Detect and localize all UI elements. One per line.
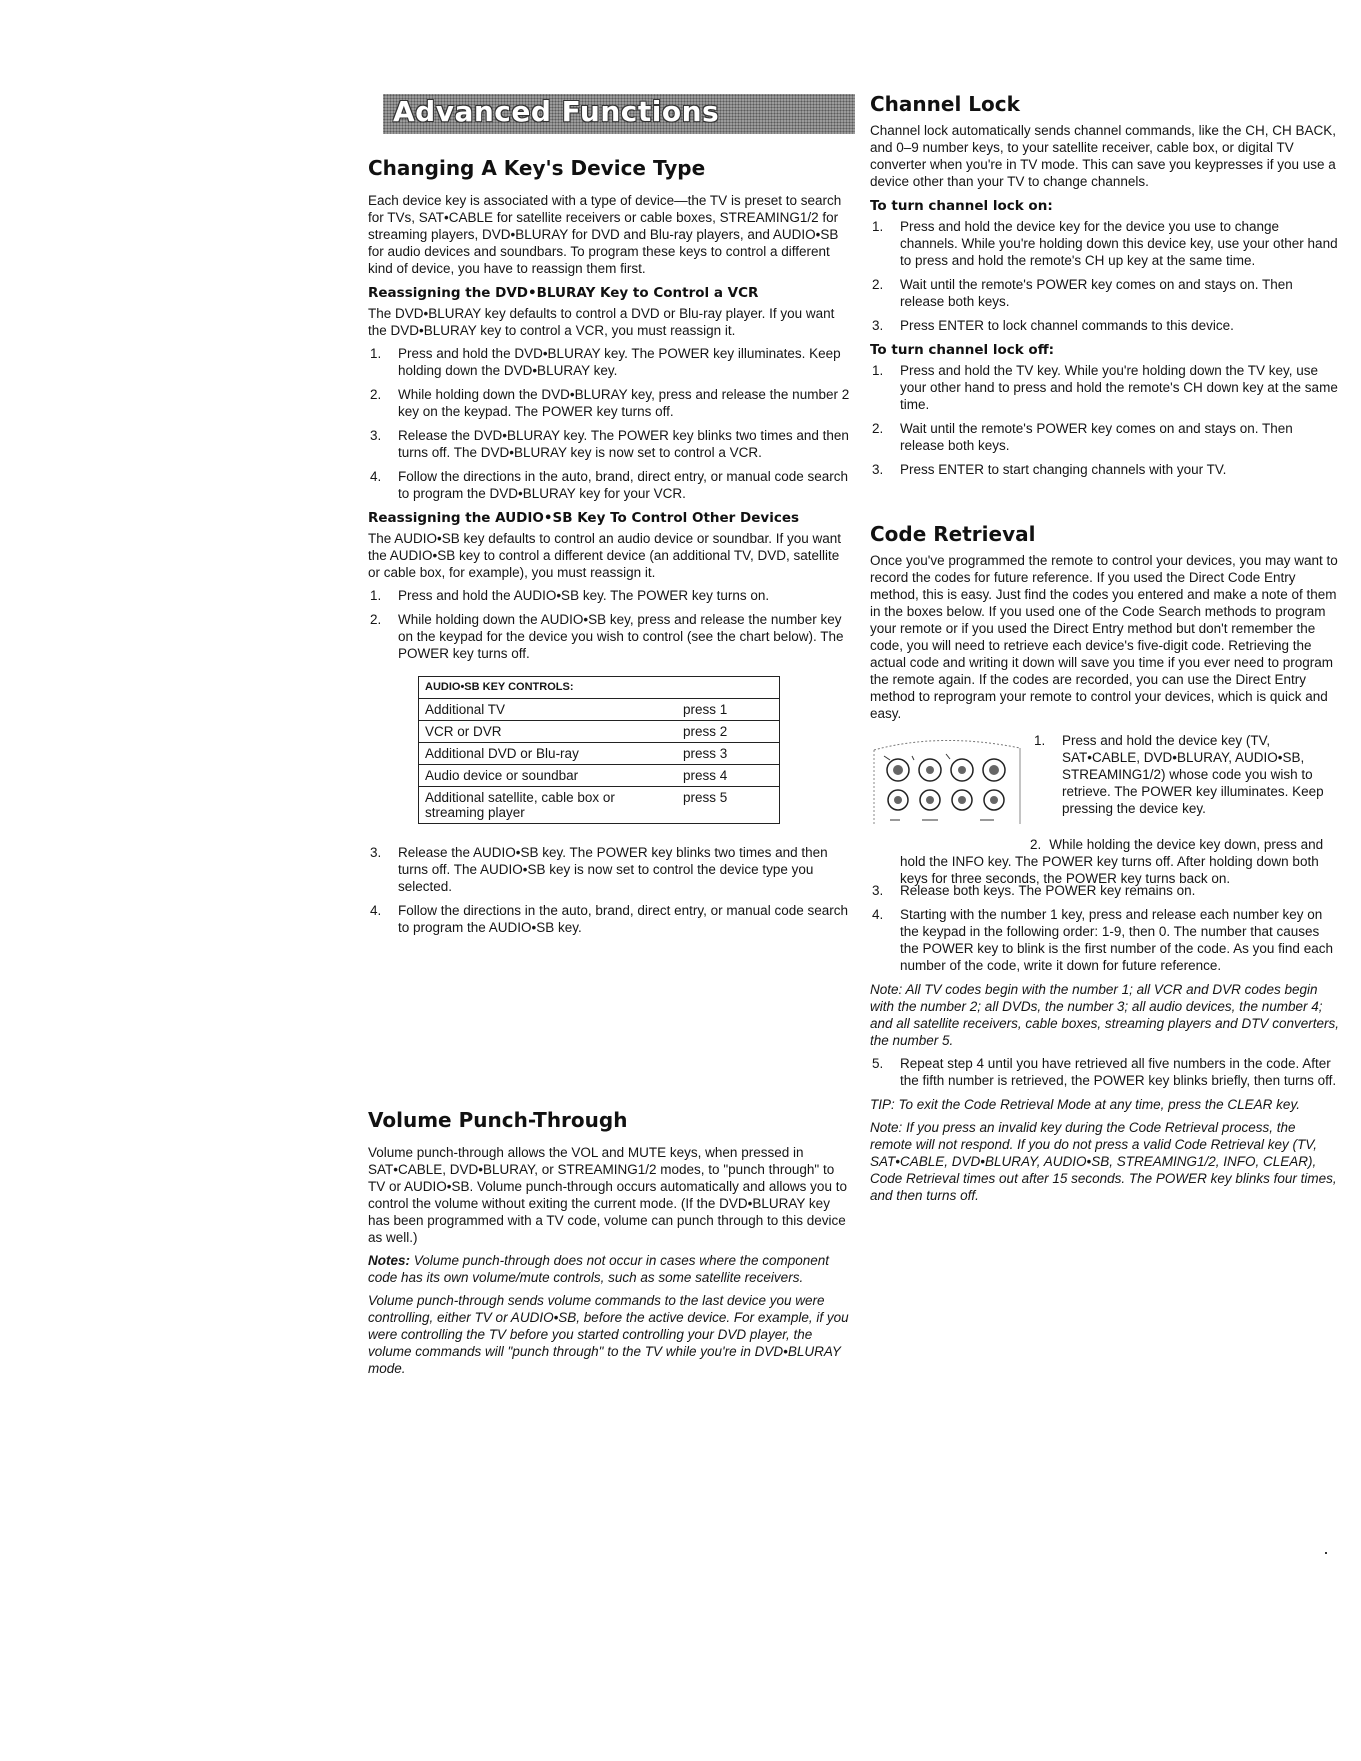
step-text: Press ENTER to lock channel commands to this device. <box>900 318 1234 333</box>
step-text: Press and hold the AUDIO•SB key. The POWER key turns on. <box>398 588 770 603</box>
right-column <box>870 92 1340 1210</box>
table-row <box>419 787 780 824</box>
list-item <box>870 218 1340 269</box>
step-text: Release the AUDIO•SB key. The POWER key blinks two times and then turns off. The AUDIO•SB key is now set to control the device type you selected. <box>398 845 828 894</box>
step-text: Release the DVD•BLURAY key. The POWER key blinks two times and then turns off. The DVD•BLURAY key is now set to control a VCR. <box>398 428 849 460</box>
step-text: Wait until the remote's POWER key comes on and stays on. Then release both keys. <box>900 277 1293 309</box>
channel-on-heading: To turn channel lock on: <box>870 198 1053 214</box>
step-number: 3. <box>370 845 382 860</box>
list-item <box>870 362 1340 413</box>
audio-steps-b <box>368 844 854 936</box>
list-item <box>870 420 1340 454</box>
step-text: Follow the directions in the auto, brand, direct entry, or manual code search to program the AUDIO•SB key. <box>398 903 848 935</box>
dvd-intro: The DVD•BLURAY key defaults to control a DVD or Blu-ray player. If you want the DVD•BLURAY key to control a VCR, you must reassign it. <box>368 306 835 338</box>
step-number: 3. <box>370 428 382 443</box>
retrieval-intro: Once you've programmed the remote to control your devices, you may want to record the codes for future reference. If you used the Direct Code Entry method, this is easy. Just find the codes you entered and make a note of them in the boxes below. If you used one of the Code Search methods to program your remote or if you used the Direct Entry method but don't remember the code, you will need to retrieve each device's five-digit code. Retrieving the actual code and writing it down will save you time if you ever need to program the remote again. If the codes are recorded, you can use the Direct Entry method to reprogram your remote to control your devices, which is quick and easy. <box>870 553 1338 721</box>
changing-intro: Each device key is associated with a type of device—the TV is preset to search for TVs, SAT•CABLE for satellite receivers or cable boxes, STREAMING1/2 for streaming players, DVD•BLURAY for DVD and Blu-ray players, and AUDIO•SB for audio devices and soundbars. To program these keys to control a different kind of device, you have to reassign them first. <box>368 193 842 276</box>
channel-on-steps <box>870 218 1340 334</box>
step-text: Repeat step 4 until you have retrieved all five numbers in the code. After the fifth number is retrieved, the POWER key blinks briefly, then turns off. <box>900 1056 1337 1088</box>
step-number: 4. <box>872 907 884 922</box>
step-number: 3. <box>872 462 884 477</box>
retrieval-steps-c <box>870 882 1340 974</box>
table-cell-device: Additional TV <box>419 699 678 721</box>
list-item <box>368 427 854 461</box>
step-number: 1. <box>370 588 382 603</box>
table-cell-press: press 3 <box>677 743 780 765</box>
step-text: Press and hold the device key for the device you use to change channels. While you're holding down this device key, use your other hand to press and hold the remote's CH up key at the same time. <box>900 219 1338 268</box>
channel-off-steps <box>870 362 1340 478</box>
step-number: 4. <box>370 903 382 918</box>
retrieval-step-5 <box>870 1055 1340 1089</box>
dvd-steps <box>368 345 854 502</box>
step-number: 3. <box>872 318 884 333</box>
step-number: 4. <box>370 469 382 484</box>
step-number: 2. <box>370 612 382 627</box>
table-cell-press: press 4 <box>677 765 780 787</box>
list-item <box>368 902 854 936</box>
retrieval-tip: TIP: To exit the Code Retrieval Mode at any time, press the CLEAR key. <box>870 1097 1300 1112</box>
notes-text: Volume punch-through does not occur in cases where the component code has its own volume/mute controls, such as some satellite receivers. <box>368 1253 830 1285</box>
step-text: Release both keys. The POWER key remains on. <box>900 883 1196 898</box>
list-item <box>368 844 854 895</box>
list-item <box>368 345 854 379</box>
table-cell-press: press 5 <box>677 787 780 824</box>
table-cell-press: press 1 <box>677 699 780 721</box>
audio-key-controls-table <box>418 676 780 824</box>
list-item <box>870 317 1340 334</box>
channel-heading: Channel Lock <box>870 92 1020 116</box>
changing-heading: Changing A Key's Device Type <box>368 156 706 180</box>
section-banner <box>383 94 855 134</box>
retrieval-note-1: Note: All TV codes begin with the number 1; all VCR and DVR codes begin with the number 2; all DVDs, the number 3; all audio devices, the number 4; and all satellite receivers, cable boxes, streaming players and DTV converters, the number 5. <box>870 982 1339 1048</box>
list-item <box>870 882 1340 899</box>
volume-notes-1 <box>368 1252 854 1286</box>
table-cell-device: Additional DVD or Blu-ray <box>419 743 678 765</box>
table-cell-press: press 2 <box>677 721 780 743</box>
volume-notes-2: Volume punch-through sends volume commands to the last device you were controlling, either TV or AUDIO•SB, before the active device. For example, if you were controlling the TV before you started controlling your DVD player, the volume commands will "punch through" to the TV while you're in DVD•BLURAY mode. <box>368 1293 849 1376</box>
step-text: Press and hold the device key (TV, SAT•CABLE, DVD•BLURAY, AUDIO•SB, STREAMING1/2) whose code you wish to retrieve. The POWER key illuminates. Keep pressing the device key. <box>1062 733 1324 816</box>
step-text: While holding down the AUDIO•SB key, press and release the number key on the keypad for the device you wish to control (see the chart below). The POWER key turns off. <box>398 612 844 661</box>
dvd-heading: Reassigning the DVD•BLURAY Key to Control a VCR <box>368 285 759 301</box>
list-item <box>368 611 854 662</box>
list-item <box>368 468 854 502</box>
table-row <box>419 721 780 743</box>
step-text: While holding down the DVD•BLURAY key, press and release the number 2 key on the keypad. The POWER key turns off. <box>398 387 850 419</box>
scan-speck <box>1325 1552 1327 1554</box>
audio-steps-a <box>368 587 854 662</box>
volume-heading: Volume Punch-Through <box>368 1108 628 1132</box>
step-number: 1. <box>370 346 382 361</box>
retrieval-step-2 <box>900 836 1340 887</box>
step-number: 2. <box>872 421 884 436</box>
banner-title: Advanced Functions <box>393 95 720 128</box>
step-text: Follow the directions in the auto, brand, direct entry, or manual code search to program the DVD•BLURAY key for your VCR. <box>398 469 848 501</box>
step-number: 2. <box>872 277 884 292</box>
step-number: 1. <box>1034 733 1046 748</box>
list-item <box>368 587 854 604</box>
retrieval-step-1 <box>1034 732 1334 817</box>
step-text: Starting with the number 1 key, press and release each number key on the keypad in the following order: 1-9, then 0. The number that causes the POWER key to blink is the first number of the code. As you find each number of the code, write it down for future reference. <box>900 907 1333 973</box>
remote-keys-illustration <box>870 734 1030 828</box>
notes-label: Notes: <box>368 1253 411 1268</box>
list-item <box>870 1055 1340 1089</box>
channel-off-heading: To turn channel lock off: <box>870 342 1055 358</box>
retrieval-steps-figure <box>870 732 1340 886</box>
audio-heading: Reassigning the AUDIO•SB Key To Control Other Devices <box>368 510 800 526</box>
list-item <box>870 461 1340 478</box>
table-cell-device: VCR or DVR <box>419 721 678 743</box>
audio-intro: The AUDIO•SB key defaults to control an audio device or soundbar. If you want the AUDIO•SB key to control a different device (an additional TV, DVD, satellite or cable box, for example), you must reassign it. <box>368 531 841 580</box>
table-cell-device: Additional satellite, cable box or streaming player <box>419 787 678 824</box>
step-number: 2. <box>1030 837 1042 852</box>
list-item <box>368 386 854 420</box>
step-text: Press and hold the DVD•BLURAY key. The POWER key illuminates. Keep holding down the DVD•BLURAY key. <box>398 346 841 378</box>
left-column <box>368 156 854 943</box>
step-number: 3. <box>872 883 884 898</box>
table-row <box>419 743 780 765</box>
table-row <box>419 765 780 787</box>
step-text: Wait until the remote's POWER key comes on and stays on. Then release both keys. <box>900 421 1293 453</box>
step-number: 5. <box>872 1056 884 1071</box>
step-text: Press ENTER to start changing channels with your TV. <box>900 462 1227 477</box>
table-row <box>419 699 780 721</box>
step-text: While holding the device key down, press and hold the INFO key. The POWER key turns off. After holding down both keys for three seconds, the POWER key turns back on. <box>900 837 1324 886</box>
table-cell-device: Audio device or soundbar <box>419 765 678 787</box>
volume-section <box>368 1108 854 1383</box>
table-header: AUDIO•SB KEY CONTROLS: <box>419 677 780 699</box>
channel-intro: Channel lock automatically sends channel commands, like the CH, CH BACK, and 0–9 number keys, to your satellite receiver, cable box, or digital TV converter when you're in TV mode. This can save you keypresses if you use a device other than your TV to change channels. <box>870 123 1336 189</box>
list-item <box>870 276 1340 310</box>
list-item <box>870 906 1340 974</box>
table-header-row <box>419 677 780 699</box>
step-text: Press and hold the TV key. While you're holding down the TV key, use your other hand to press and hold the remote's CH down key at the same time. <box>900 363 1338 412</box>
step-number: 2. <box>370 387 382 402</box>
step-number: 1. <box>872 219 884 234</box>
volume-body: Volume punch-through allows the VOL and MUTE keys, when pressed in SAT•CABLE, DVD•BLURAY, or STREAMING1/2 modes, to "punch through" to TV or AUDIO•SB. Volume punch-through occurs automatically and allows you to control the volume without exiting the current mode. (If the DVD•BLURAY key has been programmed with a TV code, volume can punch through to this device as well.) <box>368 1145 847 1245</box>
step-number: 1. <box>872 363 884 378</box>
retrieval-note-2: Note: If you press an invalid key during the Code Retrieval process, the remote will not respond. If you do not press a valid Code Retrieval key (TV, SAT•CABLE, DVD•BLURAY, AUDIO•SB, STREAMING1/2, INFO, CLEAR), Code Retrieval times out after 15 seconds. The POWER key blinks four times, and then turns off. <box>870 1120 1337 1203</box>
retrieval-heading: Code Retrieval <box>870 522 1036 546</box>
